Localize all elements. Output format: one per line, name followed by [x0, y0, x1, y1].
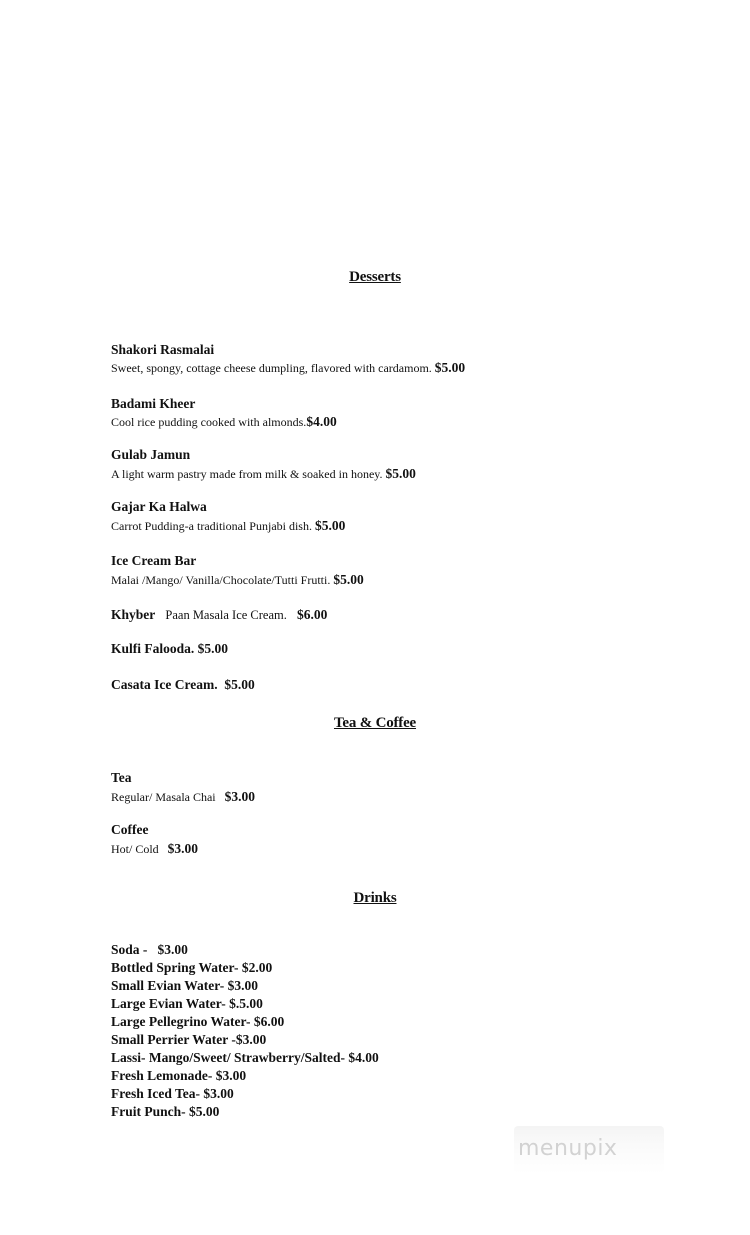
dessert-inline-item [111, 607, 327, 623]
drink-item: Lassi- Mango/Sweet/ Strawberry/Salted- $4.00 [111, 1050, 379, 1065]
dessert-price: $5.00 [224, 677, 255, 692]
drink-item: Small Evian Water- $3.00 [111, 978, 259, 993]
dessert-desc-text: Cool rice pudding cooked with almonds. [111, 415, 307, 429]
dessert-name: Ice Cream Bar [111, 553, 197, 568]
dessert-description [111, 360, 465, 376]
dessert-price: $5.00 [314, 518, 346, 533]
drink-item: Bottled Spring Water- $2.00 [111, 960, 273, 975]
drink-item: Large Pellegrino Water- $6.00 [111, 1014, 285, 1029]
drinks-list [111, 941, 379, 1121]
dessert-name: Gulab Jamun [111, 447, 191, 462]
dessert-description [111, 518, 345, 534]
dessert-name: Badami Kheer [111, 396, 196, 411]
dessert-name: Kulfi Falooda. [111, 641, 195, 656]
beverage-name: Coffee [111, 822, 149, 837]
dessert-price: $4.00 [306, 414, 337, 429]
dessert-name: Khyber [111, 607, 156, 622]
dessert-desc-text: Malai /Mango/ Vanilla/Chocolate/Tutti Frutti. [111, 573, 331, 587]
dessert-description [111, 466, 416, 482]
beverage-price: $3.00 [224, 789, 256, 804]
beverage-description [111, 789, 255, 805]
drink-item: Fruit Punch- $5.00 [111, 1104, 220, 1119]
dessert-desc-text: Carrot Pudding-a traditional Punjabi dish. [111, 519, 312, 533]
drink-item: Large Evian Water- $.5.00 [111, 996, 263, 1011]
dessert-description [111, 572, 364, 588]
beverage-name: Tea [111, 770, 132, 785]
dessert-price: $5.00 [385, 466, 416, 481]
dessert-name: Casata Ice Cream. [111, 677, 218, 692]
menupix-watermark: menupix [518, 1136, 618, 1161]
beverage-desc-text: Hot/ Cold [111, 842, 159, 856]
drink-item: Fresh Lemonade- $3.00 [111, 1068, 247, 1083]
dessert-desc-text: A light warm pastry made from milk & soaked in honey. [111, 467, 383, 481]
tea-coffee-heading: Tea & Coffee [333, 715, 417, 731]
desserts-heading: Desserts [349, 269, 401, 285]
dessert-price: $5.00 [434, 360, 466, 375]
drink-item: Small Perrier Water -$3.00 [111, 1032, 267, 1047]
dessert-desc-text: Paan Masala Ice Cream. [165, 608, 287, 622]
drink-item: Fresh Iced Tea- $3.00 [111, 1086, 234, 1101]
dessert-name: Shakori Rasmalai [111, 342, 215, 357]
dessert-desc-text: Sweet, spongy, cottage cheese dumpling, flavored with cardamom. [111, 361, 432, 375]
drinks-heading: Drinks [353, 890, 397, 906]
dessert-price: $5.00 [333, 572, 364, 587]
dessert-name: Gajar Ka Halwa [111, 499, 207, 514]
dessert-inline-item [111, 641, 228, 657]
beverage-desc-text: Regular/ Masala Chai [111, 790, 216, 804]
beverage-description [111, 841, 198, 857]
beverage-price: $3.00 [167, 841, 199, 856]
dessert-price: $5.00 [197, 641, 229, 656]
drink-item: Soda - $3.00 [111, 942, 188, 957]
dessert-price: $6.00 [297, 607, 328, 622]
dessert-description [111, 414, 337, 430]
dessert-inline-item [111, 677, 255, 693]
